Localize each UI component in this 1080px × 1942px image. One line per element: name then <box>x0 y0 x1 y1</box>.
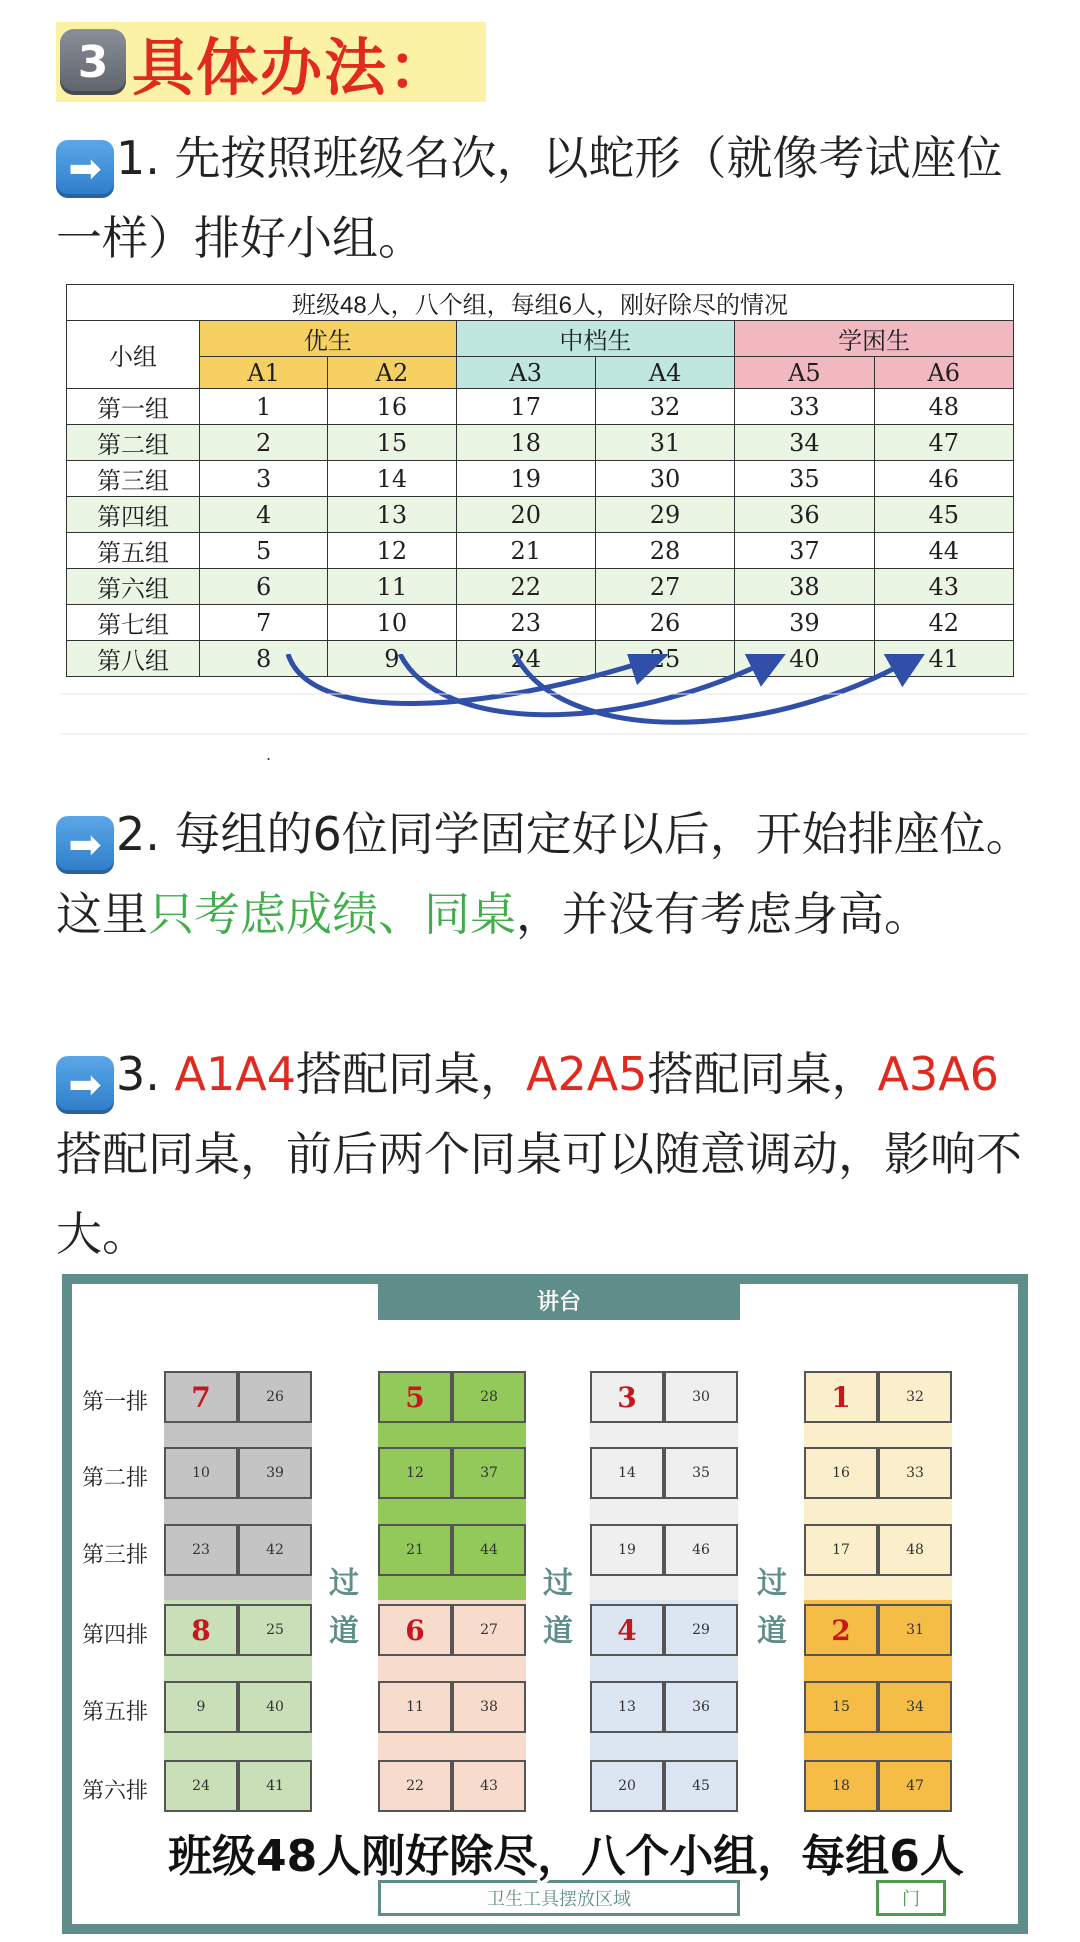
seat-number: 22 <box>378 1760 452 1812</box>
seat-number: 34 <box>878 1681 952 1733</box>
desk-pair <box>804 1681 952 1733</box>
group-name: 第三组 <box>67 461 200 497</box>
seat-number: 44 <box>452 1524 526 1576</box>
seat-number: 48 <box>878 1524 952 1576</box>
row-label: 第一排 <box>82 1390 149 1415</box>
group-name: 第四组 <box>67 497 200 533</box>
step-1-text: 1. 先按照班级名次，以蛇形（就像考试座位一样）排好小组。 <box>56 131 1003 265</box>
seat-number: 21 <box>378 1524 452 1576</box>
rank-cell: 35 <box>735 461 874 497</box>
rank-cell: 25 <box>595 641 734 677</box>
group-name: 第七组 <box>67 605 200 641</box>
desk-pair <box>164 1760 312 1812</box>
table-row <box>67 533 1014 569</box>
step-2-text-pre: 2. 每组的6位同学固定好以后，开始排座位。这里 <box>56 807 1032 941</box>
rank-cell: 23 <box>456 605 595 641</box>
rank-cell: 43 <box>874 569 1013 605</box>
table-caption: 班级48人，八个组，每组6人，刚好除尽的情况 <box>67 285 1014 321</box>
seat-number: 45 <box>664 1760 738 1812</box>
desk-pair <box>804 1371 952 1423</box>
rank-cell: 32 <box>595 389 734 425</box>
seat-number: 23 <box>164 1524 238 1576</box>
seat-number: 40 <box>238 1681 312 1733</box>
desk-pair <box>164 1371 312 1423</box>
seat-number: 38 <box>452 1681 526 1733</box>
step-1-paragraph <box>56 118 1036 278</box>
rank-cell: 14 <box>328 461 456 497</box>
desk-pair <box>378 1760 526 1812</box>
desk-pair <box>590 1371 738 1423</box>
rank-cell: 31 <box>595 425 734 461</box>
step-2-text-post: ，并没有考虑身高。 <box>516 887 930 941</box>
table-row <box>67 389 1014 425</box>
cleaning-tools-area: 卫生工具摆放区域 <box>378 1880 740 1916</box>
seat-number: 14 <box>590 1447 664 1499</box>
rank-cell: 28 <box>595 533 734 569</box>
seat-number: 16 <box>804 1447 878 1499</box>
pair-a3a6: A3A6 <box>877 1047 999 1101</box>
aisle-char: 道 <box>543 1614 573 1649</box>
desk-pair <box>590 1760 738 1812</box>
group-name: 第二组 <box>67 425 200 461</box>
seat-number: 32 <box>878 1371 952 1423</box>
step-3-text: 搭配同桌，前后两个同桌可以随意调动，影响不大。 <box>56 1127 1022 1261</box>
rank-cell: 17 <box>456 389 595 425</box>
seat-number: 5 <box>378 1371 452 1423</box>
row-label: 第二排 <box>82 1466 149 1491</box>
seat-number: 30 <box>664 1371 738 1423</box>
step-3-text: 搭配同桌， <box>295 1047 526 1101</box>
row-label: 第三排 <box>82 1543 149 1568</box>
column-header: A5 <box>735 357 874 389</box>
number-three-icon: 3 <box>60 29 126 95</box>
step-2-paragraph <box>56 794 1036 954</box>
group-name: 第六组 <box>67 569 200 605</box>
rank-cell: 19 <box>456 461 595 497</box>
seat-number: 4 <box>590 1604 664 1656</box>
snake-arrows-diagram <box>60 654 1028 780</box>
aisle-char: 过 <box>329 1566 359 1601</box>
column-header: A2 <box>328 357 456 389</box>
rank-cell: 21 <box>456 533 595 569</box>
rank-cell: 5 <box>200 533 328 569</box>
rank-cell: 34 <box>735 425 874 461</box>
group-header: 小组 <box>67 321 200 389</box>
rank-cell: 30 <box>595 461 734 497</box>
seat-number: 13 <box>590 1681 664 1733</box>
seat-number: 29 <box>664 1604 738 1656</box>
rank-cell: 22 <box>456 569 595 605</box>
seat-number: 36 <box>664 1681 738 1733</box>
rank-cell: 42 <box>874 605 1013 641</box>
column-header: A4 <box>595 357 734 389</box>
table-row <box>67 497 1014 533</box>
seat-number: 25 <box>238 1604 312 1656</box>
desk-pair <box>804 1604 952 1656</box>
rank-cell: 48 <box>874 389 1013 425</box>
rank-cell: 41 <box>874 641 1013 677</box>
section-heading <box>56 22 486 102</box>
rank-cell: 39 <box>735 605 874 641</box>
seat-number: 26 <box>238 1371 312 1423</box>
seat-number: 10 <box>164 1447 238 1499</box>
seat-number: 19 <box>590 1524 664 1576</box>
seat-number: 47 <box>878 1760 952 1812</box>
seat-number: 1 <box>804 1371 878 1423</box>
seat-number: 28 <box>452 1371 526 1423</box>
seat-number: 8 <box>164 1604 238 1656</box>
seat-number: 39 <box>238 1447 312 1499</box>
step-3-text: 3. <box>116 1047 175 1101</box>
right-arrow-icon: ➡ <box>56 1056 114 1114</box>
rank-cell: 37 <box>735 533 874 569</box>
seat-number: 31 <box>878 1604 952 1656</box>
seat-number: 42 <box>238 1524 312 1576</box>
row-label: 第四排 <box>82 1623 149 1648</box>
seat-number: 15 <box>804 1681 878 1733</box>
seat-number: 27 <box>452 1604 526 1656</box>
rank-cell: 38 <box>735 569 874 605</box>
seat-number: 9 <box>164 1681 238 1733</box>
door: 门 <box>876 1880 946 1916</box>
rank-cell: 26 <box>595 605 734 641</box>
row-label: 第六排 <box>82 1779 149 1804</box>
stray-dot: . <box>266 745 272 764</box>
rank-cell: 10 <box>328 605 456 641</box>
desk-pair <box>378 1604 526 1656</box>
aisle-label <box>752 1560 792 1656</box>
category-middle: 中档生 <box>456 321 735 357</box>
seat-number: 12 <box>378 1447 452 1499</box>
seat-number: 33 <box>878 1447 952 1499</box>
group-name: 第八组 <box>67 641 200 677</box>
rank-cell: 1 <box>200 389 328 425</box>
column-header: A3 <box>456 357 595 389</box>
rank-cell: 3 <box>200 461 328 497</box>
desk-pair <box>590 1604 738 1656</box>
aisle-char: 道 <box>757 1614 787 1649</box>
desk-pair <box>590 1447 738 1499</box>
rank-cell: 13 <box>328 497 456 533</box>
rank-cell: 20 <box>456 497 595 533</box>
rank-cell: 40 <box>735 641 874 677</box>
desk-pair <box>804 1760 952 1812</box>
rank-cell: 15 <box>328 425 456 461</box>
arrow-curves <box>288 654 910 722</box>
rank-cell: 16 <box>328 389 456 425</box>
desk-pair <box>378 1681 526 1733</box>
rank-cell: 46 <box>874 461 1013 497</box>
seat-number: 41 <box>238 1760 312 1812</box>
seat-number: 17 <box>804 1524 878 1576</box>
rank-cell: 12 <box>328 533 456 569</box>
seat-number: 11 <box>378 1681 452 1733</box>
desk-pair <box>804 1447 952 1499</box>
podium: 讲台 <box>378 1280 740 1320</box>
rank-cell: 27 <box>595 569 734 605</box>
rank-cell: 9 <box>328 641 456 677</box>
seat-number: 2 <box>804 1604 878 1656</box>
step-2-highlight: 只考虑成绩、同桌 <box>148 887 516 941</box>
seat-number: 37 <box>452 1447 526 1499</box>
seat-number: 43 <box>452 1760 526 1812</box>
seat-number: 20 <box>590 1760 664 1812</box>
ranking-table-image <box>60 284 1028 780</box>
aisle-char: 过 <box>757 1566 787 1601</box>
heading-title: 具体办法： <box>132 30 453 104</box>
desk-pair <box>164 1604 312 1656</box>
desk-pair <box>378 1524 526 1576</box>
rank-cell: 47 <box>874 425 1013 461</box>
aisle-char: 过 <box>543 1566 573 1601</box>
table-row <box>67 425 1014 461</box>
seat-number: 6 <box>378 1604 452 1656</box>
column-header: A6 <box>874 357 1013 389</box>
seat-number: 3 <box>590 1371 664 1423</box>
table-row <box>67 605 1014 641</box>
rank-cell: 11 <box>328 569 456 605</box>
seat-number: 46 <box>664 1524 738 1576</box>
row-label: 第五排 <box>82 1700 149 1725</box>
rank-cell: 8 <box>200 641 328 677</box>
rank-cell: 7 <box>200 605 328 641</box>
video-caption: 班级48人刚好除尽，八个小组，每组6人 <box>168 1831 964 1882</box>
right-arrow-icon: ➡ <box>56 816 114 874</box>
rank-cell: 2 <box>200 425 328 461</box>
desk-pair <box>590 1681 738 1733</box>
step-3-text: 搭配同桌， <box>647 1047 878 1101</box>
pair-a1a4: A1A4 <box>174 1047 296 1101</box>
rank-cell: 45 <box>874 497 1013 533</box>
seat-number: 35 <box>664 1447 738 1499</box>
seat-number: 18 <box>804 1760 878 1812</box>
rank-cell: 36 <box>735 497 874 533</box>
rank-cell: 24 <box>456 641 595 677</box>
step-3-paragraph <box>56 1034 1036 1274</box>
category-top: 优生 <box>200 321 457 357</box>
desk-pair <box>164 1447 312 1499</box>
desk-pair <box>378 1371 526 1423</box>
ranking-table <box>66 284 1014 677</box>
rank-cell: 33 <box>735 389 874 425</box>
rank-cell: 29 <box>595 497 734 533</box>
seat-number: 24 <box>164 1760 238 1812</box>
rank-cell: 6 <box>200 569 328 605</box>
aisle-label <box>538 1560 578 1656</box>
desk-pair <box>378 1447 526 1499</box>
table-row <box>67 569 1014 605</box>
pair-a2a5: A2A5 <box>525 1047 648 1101</box>
group-name: 第一组 <box>67 389 200 425</box>
table-row <box>67 461 1014 497</box>
desk-pair <box>590 1524 738 1576</box>
group-name: 第五组 <box>67 533 200 569</box>
seat-number: 7 <box>164 1371 238 1423</box>
category-struggling: 学困生 <box>735 321 1014 357</box>
rank-cell: 4 <box>200 497 328 533</box>
desk-pair <box>804 1524 952 1576</box>
desk-pair <box>164 1524 312 1576</box>
right-arrow-icon: ➡ <box>56 140 114 198</box>
desk-pair <box>164 1681 312 1733</box>
aisle-label <box>324 1560 364 1656</box>
column-header: A1 <box>200 357 328 389</box>
aisle-char: 道 <box>329 1614 359 1649</box>
rank-cell: 44 <box>874 533 1013 569</box>
rank-cell: 18 <box>456 425 595 461</box>
